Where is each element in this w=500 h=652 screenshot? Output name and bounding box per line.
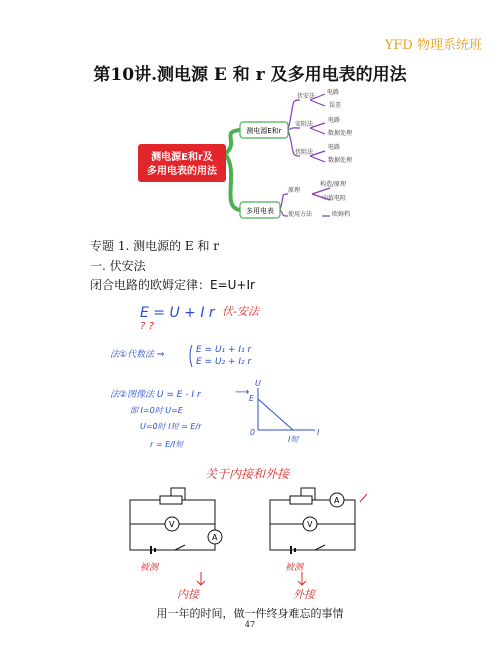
mindmap-method-2: 安阻法 xyxy=(295,121,314,128)
voltmeter-left-label: V xyxy=(169,520,175,529)
eq-note: 伏-安法 xyxy=(222,305,259,318)
eq-basic: E = U + I r xyxy=(140,305,215,321)
axis-ishort-label: I短 xyxy=(288,435,299,444)
voltmeter-right-label: V xyxy=(307,520,313,529)
mindmap-sub-1: 原理 xyxy=(288,187,301,194)
case-i-zero: 即 I=0时 U=E xyxy=(130,406,183,415)
mindmap-sub-2: 使用方法 xyxy=(288,211,313,218)
mindmap-method-1: 伏安法 xyxy=(297,93,316,100)
switch-right xyxy=(315,545,325,550)
brand-label: YFD 物理系统班 xyxy=(384,38,482,53)
mindmap-root-line2: 多用电表的用法 xyxy=(147,166,217,177)
mindmap-sub-2-item-1: 欧姆档 xyxy=(332,211,351,218)
page-number: 47 xyxy=(244,620,256,629)
arrow-glyph: ⟶ xyxy=(235,387,250,398)
measured-left-label: 被测 xyxy=(140,563,159,573)
mindmap-main-connectors xyxy=(225,130,240,210)
mindmap-method-2-item-1: 电路 xyxy=(328,117,341,124)
r-formula: r = E/I短 xyxy=(150,440,184,449)
system-brace xyxy=(190,345,192,367)
method-graph: 法②图像法 U = E - I r xyxy=(110,390,201,400)
label-external: 外接 xyxy=(293,588,315,601)
topic-heading: 专题 1. 测电源的 E 和 r xyxy=(90,239,220,253)
equation-system-2: E = U₂ + I₂ r xyxy=(196,357,252,367)
law-statement: 闭合电路的欧姆定律：E=U+Ir xyxy=(90,278,255,292)
page-title: 第10讲.测电源 E 和 r 及多用电表的用法 xyxy=(93,65,407,85)
axis-u-label: U xyxy=(255,379,261,388)
footer-motto: 用一年的时间，做一件终身难忘的事情 xyxy=(156,607,344,620)
method-algebra: 法①代数法 ⇒ xyxy=(110,350,165,360)
mindmap-method-1-item-1: 电路 xyxy=(327,89,340,96)
switch-left xyxy=(175,545,185,550)
mindmap-method-3-item-2: 数据处理 xyxy=(328,157,353,164)
measured-right-label: 被测 xyxy=(285,563,304,573)
mindmap-sub-1-item-1: 构造/原理 xyxy=(320,181,347,188)
circuit-internal xyxy=(130,488,222,554)
rheostat-left xyxy=(160,496,182,504)
part-heading: 一. 伏安法 xyxy=(90,259,146,273)
mindmap-sub-1-item-2: 中值电阻 xyxy=(322,195,347,202)
mindmap-root-line1: 测电源E和r及 xyxy=(151,152,213,163)
axis-i-label: I xyxy=(317,428,320,437)
mind-map xyxy=(130,82,370,232)
rheostat-right xyxy=(290,496,312,504)
axis-origin-label: 0 xyxy=(250,428,256,437)
red-arrows xyxy=(197,494,367,585)
axis-e-label: E xyxy=(249,394,255,403)
circuit-external xyxy=(270,488,355,554)
ammeter-right-label: A xyxy=(334,496,340,505)
eq-unknown-marks: ? ? xyxy=(140,321,154,332)
mindmap-branch2-label: 多用电表 xyxy=(246,207,274,215)
ui-line xyxy=(258,399,293,430)
inner-outer-heading: 关于内接和外接 xyxy=(205,467,290,481)
case-u-zero: U=0时 I短 = E/r xyxy=(140,422,202,431)
mindmap-branch1-label: 测电源E和r xyxy=(246,127,282,135)
mindmap-method-3-item-1: 电路 xyxy=(328,144,341,151)
ui-graph xyxy=(258,388,315,430)
mindmap-method-3: 伏阻法 xyxy=(295,149,314,156)
mindmap-method-1-item-2: 误差 xyxy=(329,102,342,109)
circuit-diagrams xyxy=(105,460,395,605)
handwritten-notes xyxy=(110,295,390,465)
label-internal: 内接 xyxy=(177,588,199,601)
ammeter-left-label: A xyxy=(212,533,218,542)
mindmap-method-2-item-2: 数据处理 xyxy=(328,130,353,137)
equation-system-1: E = U₁ + I₁ r xyxy=(196,345,252,355)
